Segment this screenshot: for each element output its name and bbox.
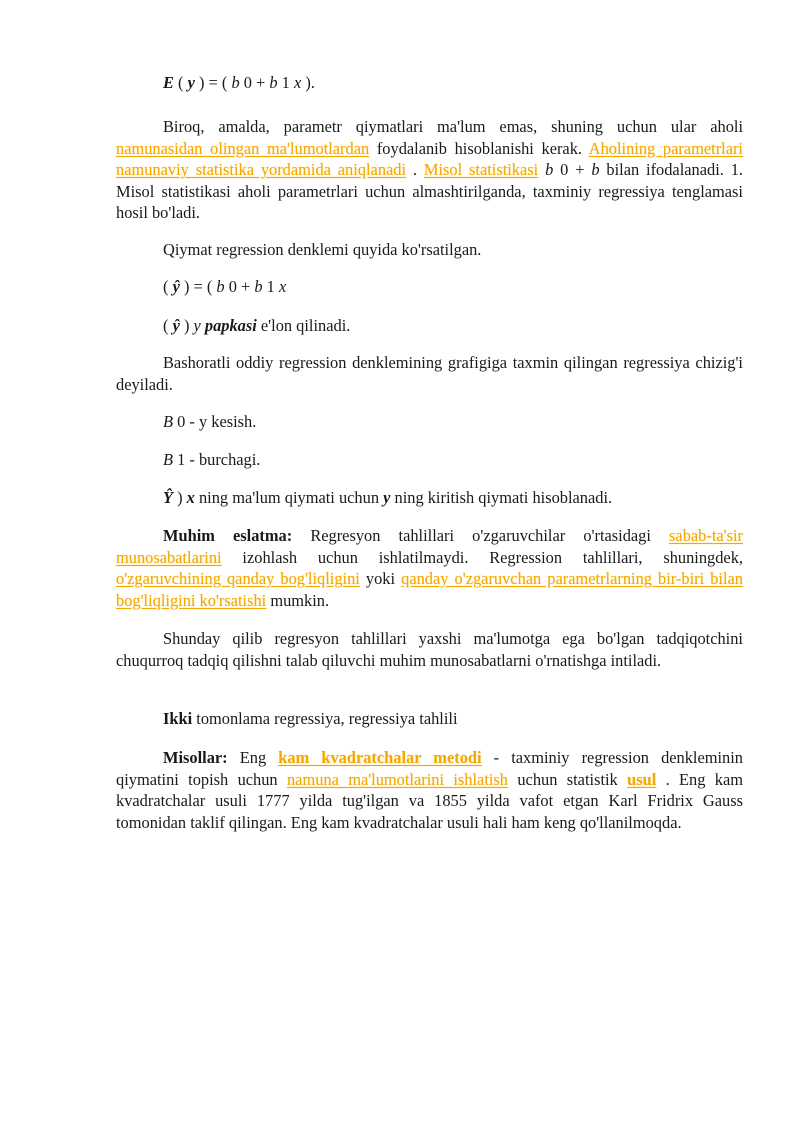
eq-b: b — [254, 277, 263, 296]
text: . Eng kam kvadratchalar usuli 1777 yilda tug'ilgan va 1855 yilda vafot etgan Karl Fridrix Gauss tomonidan taklif qilingan. Eng kam kvadratchalar usuli hali ham keng qo'llanilmoqda. — [116, 769, 744, 832]
paragraph-b1 — [116, 449, 743, 471]
text: tomonlama regressiya, regressiya tahlili — [192, 709, 458, 728]
paragraph-two-way — [116, 708, 743, 730]
link-method[interactable]: usul — [627, 769, 657, 789]
eq-b: B — [163, 450, 174, 469]
paragraph-yhat — [116, 315, 743, 337]
text: Biroq, amalda, parametr qiymatlari ma'lum emas, shuning uchun ular aholi — [163, 117, 743, 136]
text: Regresyon tahlillari o'zgaruvchilar o'rtasidagi — [292, 526, 670, 545]
paragraph-researcher: Shunday qilib regresyon tahlillari yaxshi ma'lumotga ega bo'lgan tadqiqotchini chuqurroq tadqiq qilishni talab qiluvchi muhim munosabatlarni o'rnatishga intiladi. — [116, 629, 743, 670]
text: . — [406, 160, 424, 179]
eq-y: y — [383, 488, 391, 507]
estimated-regression-equation — [116, 276, 743, 298]
eq-b: b — [591, 160, 600, 179]
eq-text: ( — [163, 277, 173, 296]
paragraph-b0 — [116, 411, 743, 433]
eq-text: 0 + — [239, 73, 270, 92]
eq-y: y — [187, 73, 195, 92]
eq-e: E — [163, 73, 174, 92]
eq-b: b — [545, 160, 554, 179]
text: ) — [179, 316, 194, 335]
term-papkasi: papkasi — [204, 316, 257, 335]
eq-y: y — [193, 316, 201, 335]
eq-text: 0 + — [224, 277, 255, 296]
eq-b: B — [163, 412, 174, 431]
text: uchun statistik — [508, 769, 628, 789]
eq-x: x — [293, 73, 302, 92]
eq-b: b — [269, 73, 278, 92]
text: yoki — [359, 569, 402, 588]
eq-yhat: ŷ — [172, 277, 180, 296]
eq-text: ). — [301, 73, 315, 92]
eq-text: 1 — [262, 277, 279, 296]
eq-b: b — [216, 277, 225, 296]
eq-text: ) = ( — [194, 73, 232, 92]
text: ning ma'lum qiymati uchun — [194, 488, 384, 507]
text: Eng — [227, 748, 279, 767]
paragraph-equation-intro: Qiymat regression denklemi quyida ko'rsatilgan. — [163, 240, 482, 259]
paragraph-yhat-calc — [116, 487, 743, 509]
eq-x: x — [278, 277, 287, 296]
text: ) — [173, 488, 187, 507]
link-variable-dependence[interactable]: o'zgaruvchining qanday bog'liqligini — [116, 569, 360, 588]
link-population-parameters[interactable]: Aholining parametrlari namunaviy statistika yordamida aniqlanadi — [116, 138, 743, 179]
link-cause-effect[interactable]: sabab-ta'sir munosabatlarini — [116, 526, 743, 567]
text: ( — [163, 316, 173, 335]
text: mumkin. — [266, 590, 330, 610]
paragraph-regression-line: Bashoratli oddiy regression denklemining grafigiga taxmin qilingan regressiya chizig'i deyiladi. — [116, 353, 743, 394]
bold-term: Ikki — [163, 709, 193, 728]
text: e'lon qilinadi. — [256, 316, 351, 335]
link-least-squares-method[interactable]: kam kvadratchalar metodi — [278, 748, 482, 767]
text: foydalanib hisoblanishi kerak. — [369, 138, 589, 158]
paragraph-important-note — [116, 525, 743, 611]
text: izohlash uchun ishlatilmaydi. Regression tahlillari, shuningdek, — [221, 547, 743, 567]
text: - taxminiy regression denkleminin qiymatini topish uchun — [116, 748, 744, 789]
paragraph-parameters — [116, 116, 743, 224]
eq-text: ) = ( — [179, 277, 217, 296]
eq-yhat: ŷ — [172, 316, 180, 335]
examples-label: Misollar: — [163, 748, 228, 767]
text: 1 - burchagi. — [173, 450, 261, 469]
text: 0 + — [553, 160, 592, 179]
link-sample-data[interactable]: namunasidan olingan ma'lumotlardan — [116, 138, 370, 158]
link-sample-statistics[interactable]: Misol statistikasi — [423, 160, 539, 179]
text: ning kiritish qiymati hisoblanadi. — [390, 488, 613, 507]
eq-x: x — [186, 488, 195, 507]
link-parameter-relations[interactable]: qanday o'zgaruvchan parametrlarning bir-biri bilan bog'liqligini ko'rsatishi — [116, 569, 743, 610]
paragraph-examples — [116, 747, 743, 833]
text: bilan ifodalanadi. 1. Misol statistikasi aholi parametrlari uchun almashtirilganda, taxminiy regressiya tenglamasi hosil bo'ladi. — [116, 160, 744, 222]
text: 0 - y kesish. — [173, 412, 257, 431]
expected-value-equation — [116, 72, 743, 94]
eq-yhat: Ŷ — [163, 488, 174, 507]
link-use-sample-data[interactable]: namuna ma'lumotlarini ishlatish — [286, 769, 509, 789]
eq-b: b — [231, 73, 240, 92]
note-label: Muhim eslatma: — [163, 526, 293, 545]
eq-text: 1 — [277, 73, 294, 92]
eq-text: ( — [173, 73, 188, 92]
